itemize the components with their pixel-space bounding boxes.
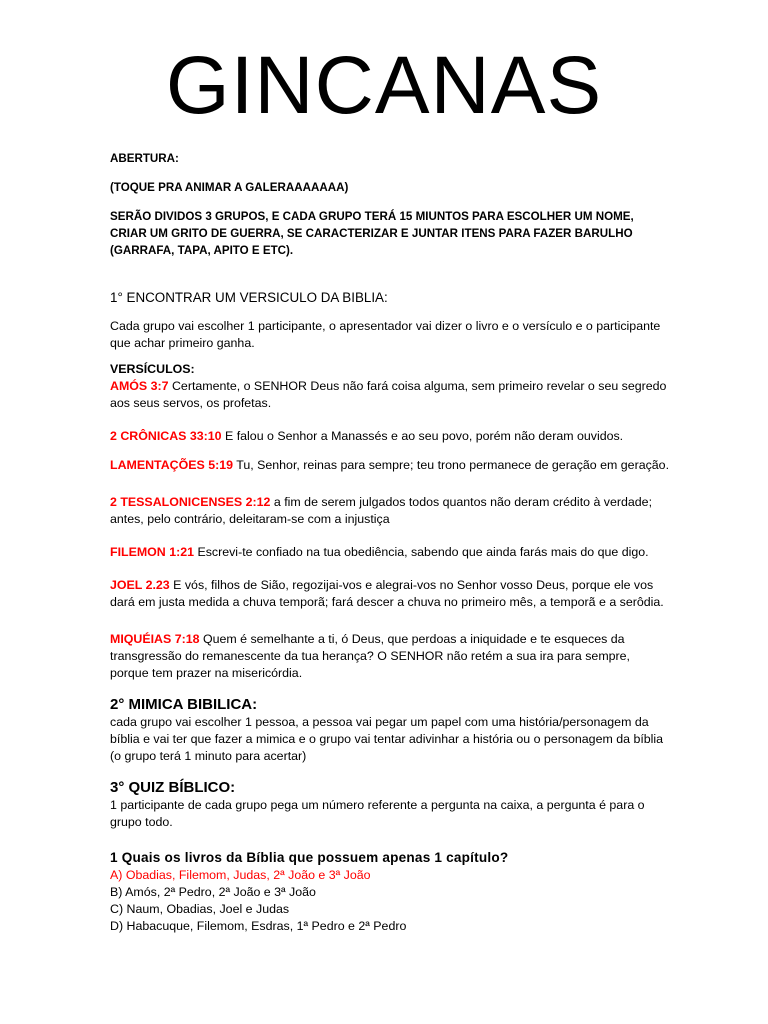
verse-ref: LAMENTAÇÕES 5:19	[110, 458, 234, 472]
page-title: GINCANAS	[165, 40, 603, 131]
versiculos-label: VERSÍCULOS:	[110, 362, 195, 376]
verse-ref: 2 TESSALONICENSES 2:12	[110, 495, 271, 509]
verse-text: Escrevi-te confiado na tua obediência, sabendo que ainda farás mais do que digo.	[194, 545, 649, 559]
verse-tessalonicenses	[110, 494, 670, 528]
section2-heading: 2° MIMICA BIBILICA:	[110, 696, 258, 713]
section1-intro: Cada grupo vai escolher 1 participante, o apresentador vai dizer o livro e o versículo e o participante que achar primeiro ganha.	[110, 319, 661, 350]
document-body	[110, 150, 670, 935]
quiz-option-c: C) Naum, Obadias, Joel e Judas	[110, 902, 290, 916]
verse-text: E falou o Senhor a Manassés e ao seu povo, porém não deram ouvidos.	[221, 429, 624, 443]
verse-filemon	[110, 544, 670, 561]
section2-text: cada grupo vai escolher 1 pessoa, a pessoa vai pegar um papel com uma história/personagem da bíblia e vai ter que fazer a mimica e o grupo vai tentar adivinhar a história ou o personagem da bíblia (o grupo terá 1 minuto para acertar)	[110, 715, 664, 763]
section3-heading: 3° QUIZ BÍBLICO:	[110, 779, 236, 796]
abertura-toque: (TOQUE PRA ANIMAR A GALERAAAAAAA)	[110, 181, 349, 194]
quiz-question: 1 Quais os livros da Bíblia que possuem apenas 1 capítulo?	[110, 850, 509, 865]
verse-miqueias	[110, 631, 670, 682]
abertura-grupos: SERÃO DIVIDOS 3 GRUPOS, E CADA GRUPO TERÁ 15 MIUNTOS PARA ESCOLHER UM NOME, CRIAR UM GRITO DE GUERRA, SE CARACTERIZAR E JUNTAR ITENS PARA FAZER BARULHO (GARRAFA, TAPA, APITO E ETC).	[110, 210, 634, 257]
verse-cronicas	[110, 428, 670, 445]
verse-text: E vós, filhos de Sião, regozijai-vos e alegrai-vos no Senhor vosso Deus, porque ele vos dará em justa medida a chuva temporã; fará descer a chuva no primeiro mês, a temporã e a serôdia.	[110, 578, 664, 609]
verse-text: Tu, Senhor, reinas para sempre; teu trono permanece de geração em geração.	[233, 458, 670, 472]
quiz-option-a: A) Obadias, Filemom, Judas, 2ª João e 3ª João	[110, 868, 371, 882]
quiz-option-b: B) Amós, 2ª Pedro, 2ª João e 3ª João	[110, 885, 316, 899]
verse-amos	[110, 378, 670, 412]
verse-ref: FILEMON 1:21	[110, 545, 194, 559]
verse-joel	[110, 577, 670, 611]
quiz-option-d: D) Habacuque, Filemom, Esdras, 1ª Pedro e 2ª Pedro	[110, 919, 407, 933]
verse-ref: AMÓS 3:7	[110, 379, 169, 393]
verse-ref: MIQUÉIAS 7:18	[110, 632, 200, 646]
verse-ref: JOEL 2.23	[110, 578, 170, 592]
verse-ref: 2 CRÔNICAS 33:10	[110, 429, 222, 443]
abertura-label: ABERTURA:	[110, 152, 179, 165]
verse-text: Certamente, o SENHOR Deus não fará coisa alguma, sem primeiro revelar o seu segredo aos seus servos, os profetas.	[110, 379, 667, 410]
section3-text: 1 participante de cada grupo pega um número referente a pergunta na caixa, a pergunta é para o grupo todo.	[110, 798, 645, 829]
verse-text: a fim de serem julgados todos quantos não deram crédito à verdade; antes, pelo contrário, deleitaram-se com a injustiça	[110, 495, 653, 526]
section1-heading: 1° ENCONTRAR UM VERSICULO DA BIBLIA:	[110, 290, 388, 305]
verse-lamentacoes	[110, 457, 670, 474]
verse-text: Quem é semelhante a ti, ó Deus, que perdoas a iniquidade e te esqueces da transgressão do remanescente da tua herança? O SENHOR não retém a sua ira para sempre, porque tem prazer na misericórdia.	[110, 632, 630, 680]
